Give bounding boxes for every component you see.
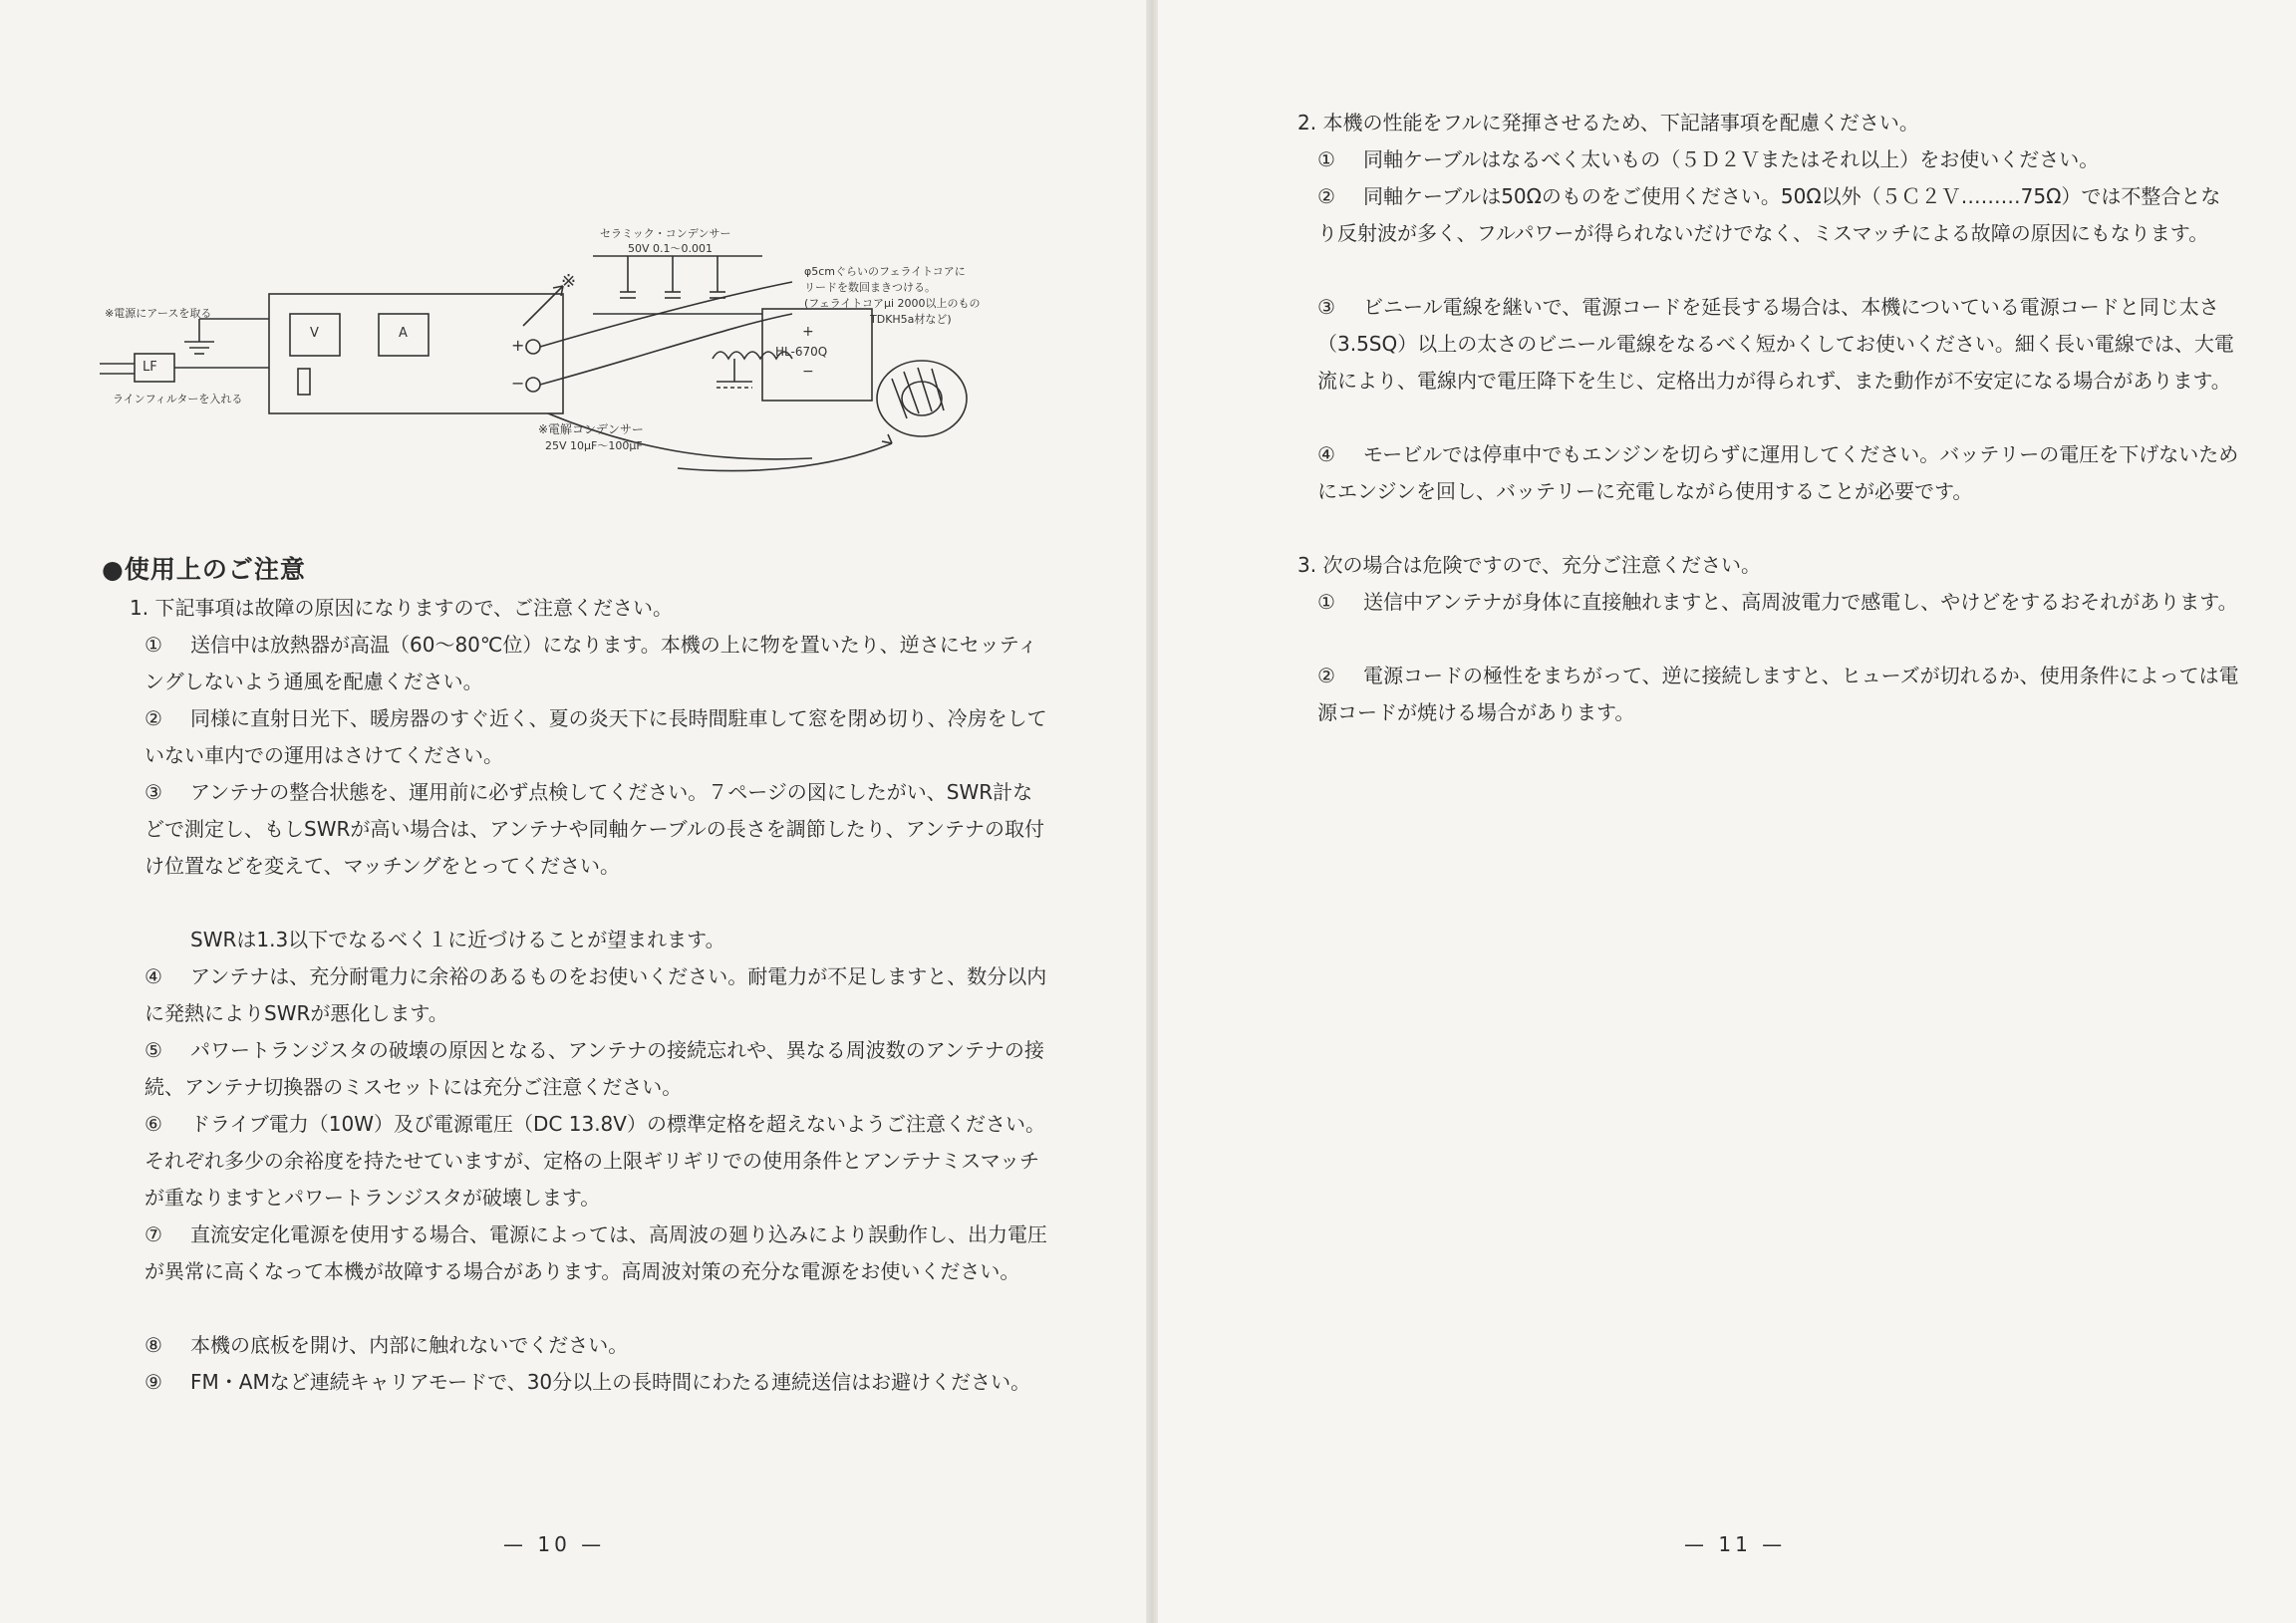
caution-item-4-num: ④ [144, 964, 162, 988]
caution-item-1 [144, 627, 1051, 700]
danger-item-2-num: ② [1317, 664, 1335, 687]
minus-terminal-label: − [511, 374, 525, 393]
caution-item-4 [144, 958, 1051, 1032]
right-page [1158, 0, 2296, 1623]
caution-item-6 [144, 1106, 1051, 1217]
perf-item-1-text: 同軸ケーブルはなるべく太いもの（５Ｄ２Ｖまたはそれ以上）をお使いください。 [1363, 147, 2100, 171]
ceramic-capacitor-value: 50V 0.1〜0.001 [628, 242, 714, 255]
caution-item-5 [144, 1032, 1051, 1106]
caution-item-6-num: ⑥ [144, 1112, 162, 1136]
caution-item-2-text: 同様に直射日光下、暖房器のすぐ近く、夏の炎天下に長時間駐車して窓を閉め切り、冷房をしていない車内での運用はさけてください。 [144, 706, 1047, 767]
book-gutter [1146, 0, 1158, 1623]
caution-item-1-text: 送信中は放熱器が高温（60〜80℃位）になります。本機の上に物を置いたり、逆さにセッティングしないよう通風を配慮ください。 [144, 633, 1038, 693]
danger-item-1-num: ① [1317, 590, 1335, 614]
danger-item-1-text: 送信中アンテナが身体に直接触れますと、高周波電力で感電し、やけどをするおそれがあります。 [1363, 590, 2238, 614]
perf-item-4 [1317, 436, 2239, 510]
perf-item-4-num: ④ [1317, 442, 1335, 466]
caution-item-9 [144, 1364, 1051, 1401]
perf-item-2-text: 同軸ケーブルは50Ωのものをご使用ください。50Ω以外（５Ｃ２Ｖ………75Ω）では不整合となり反射波が多く、フルパワーが得られないだけでなく、ミスマッチによる故障の原因にもなります。 [1317, 184, 2221, 245]
ceramic-capacitor-label: セラミック・コンデンサー [600, 227, 731, 240]
danger-item-2 [1317, 658, 2239, 731]
caution-item-7-num: ⑦ [144, 1222, 162, 1246]
amp-plus-label: + [802, 324, 814, 340]
danger-item-1 [1317, 584, 2239, 621]
caution-item-9-text: FM・AMなど連続キャリアモードで、30分以上の長時間にわたる連続送信はお避けください。 [190, 1370, 1031, 1394]
left-page [0, 0, 1146, 1623]
wiring-diagram [95, 214, 1091, 478]
ceramic-asterisk: ※ [561, 271, 577, 292]
paragraph-3-lead: 3. 次の場合は危険ですので、充分ご注意ください。 [1297, 553, 1762, 577]
caution-item-8-text: 本機の底板を開け、内部に触れないでください。 [190, 1333, 629, 1357]
perf-item-4-text: モービルでは停車中でもエンジンを切らずに運用してください。バッテリーの電圧を下げないためにエンジンを回し、バッテリーに充電しながら使用することが必要です。 [1317, 442, 2239, 503]
caution-item-1-num: ① [144, 633, 162, 657]
caution-item-7 [144, 1217, 1051, 1290]
caution-item-7-text: 直流安定化電源を使用する場合、電源によっては、高周波の廻り込みにより誤動作し、出力電圧が異常に高くなって本機が故障する場合があります。高周波対策の充分な電源をお使いください。 [144, 1222, 1047, 1283]
swr-note: SWRは1.3以下でなるべく１に近づけることが望まれます。 [190, 928, 725, 951]
amplifier-model-label: HL-670Q [775, 345, 828, 359]
page-number-left: — 10 — [503, 1532, 606, 1556]
danger-item-2-text: 電源コードの極性をまちがって、逆に接続しますと、ヒューズが切れるか、使用条件によっては電源コードが焼ける場合があります。 [1317, 664, 2239, 724]
caution-item-9-num: ⑨ [144, 1370, 162, 1394]
page-number-right: — 11 — [1684, 1532, 1787, 1556]
caution-item-5-text: パワートランジスタの破壊の原因となる、アンテナの接続忘れや、異なる周波数のアンテナの接続、アンテナ切換器のミスセットには充分ご注意ください。 [144, 1038, 1044, 1099]
caution-item-2 [144, 700, 1051, 774]
perf-item-1-num: ① [1317, 147, 1335, 171]
electrolytic-capacitor-label: ※電解コンデンサー [538, 422, 644, 436]
plus-terminal-label: + [511, 336, 525, 355]
ferrite-note-line3: (フェライトコアμi 2000以上のもの [804, 297, 981, 310]
caution-item-8 [144, 1327, 1051, 1364]
ferrite-note-line4: TDKH5a材など) [870, 313, 952, 326]
voltmeter-label: V [310, 326, 319, 341]
perf-item-2 [1317, 178, 2239, 252]
electrolytic-capacitor-value: 25V 10μF〜100μF [545, 439, 643, 452]
ferrite-note-line2: リードを数回まきつける。 [804, 281, 936, 294]
perf-item-3-num: ③ [1317, 295, 1335, 319]
caution-item-2-num: ② [144, 706, 162, 730]
caution-item-8-num: ⑧ [144, 1333, 162, 1357]
caution-item-3-text: アンテナの整合状態を、運用前に必ず点検してください。７ページの図にしたがい、SWR計などで測定し、もしSWRが高い場合は、アンテナや同軸ケーブルの長さを調節したり、アンテナの取付け位置などを変えて、マッチングをとってください。 [144, 780, 1044, 878]
perf-item-2-num: ② [1317, 184, 1335, 208]
caution-item-6-text: ドライブ電力（10W）及び電源電圧（DC 13.8V）の標準定格を超えないようご注意ください。それぞれ多少の余裕度を持たせていますが、定格の上限ギリギリでの使用条件とアンテナミスマッチが重なりますとパワートランジスタが破壊します。 [144, 1112, 1045, 1210]
ground-label: ※電源にアースを取る [105, 307, 212, 320]
perf-item-3 [1317, 289, 2239, 400]
paragraph-2-lead: 2. 本機の性能をフルに発揮させるため、下記諸事項を配慮ください。 [1297, 111, 1919, 135]
amp-minus-label: − [802, 364, 814, 380]
line-filter-box-label: LF [143, 360, 157, 375]
line-filter-label: ラインフィルターを入れる [113, 393, 243, 406]
perf-item-1 [1317, 141, 2254, 178]
caution-item-5-num: ⑤ [144, 1038, 162, 1062]
paragraph-1-lead: 1. 下記事項は故障の原因になりますので、ご注意ください。 [130, 596, 674, 620]
perf-item-3-text: ビニール電線を継いで、電源コードを延長する場合は、本機についている電源コードと同じ太さ（3.5SQ）以上の太さのビニール電線をなるべく短かくしてお使いください。細く長い電線では、大電流により、電線内で電圧降下を生じ、定格出力が得られず、また動作が不安定になる場合があります。 [1317, 295, 2234, 393]
caution-item-4-text: アンテナは、充分耐電力に余裕のあるものをお使いください。耐電力が不足しますと、数分以内に発熱によりSWRが悪化します。 [144, 964, 1047, 1025]
caution-item-3 [144, 774, 1051, 885]
ammeter-label: A [399, 326, 408, 341]
caution-item-3-num: ③ [144, 780, 162, 804]
section-title: ●使用上のご注意 [102, 555, 306, 584]
ferrite-note-line1: φ5cmぐらいのフェライトコアに [804, 265, 966, 278]
